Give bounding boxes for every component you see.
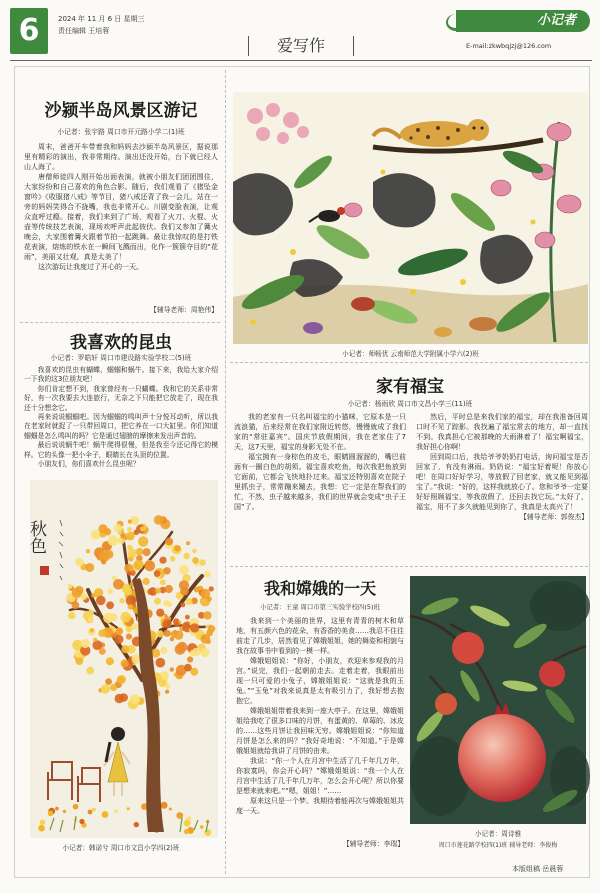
foliage-dot xyxy=(120,533,126,539)
illustration-caption: 周口市莲花路学校四(1)班 辅导老师：李俊梅 xyxy=(438,842,558,849)
page-credit: 本版组稿 岳晨蓉 xyxy=(512,865,564,873)
article-body xyxy=(234,412,588,554)
foliage-dot xyxy=(185,615,190,620)
foliage-dot xyxy=(204,571,211,578)
foliage-dot xyxy=(131,516,139,524)
jungle-illustration xyxy=(233,92,588,344)
foliage-dot xyxy=(93,638,97,642)
fallen-leaf-dot xyxy=(38,825,45,832)
foliage-dot xyxy=(98,629,106,637)
foliage-dot xyxy=(121,659,129,667)
foliage-dot xyxy=(165,538,173,546)
foliage-dot xyxy=(128,549,137,558)
paragraph: 原来这只是一个梦。我期待着能再次与嫦娥姐姐共度一天。 xyxy=(236,797,404,815)
fallen-leaf-dot xyxy=(184,820,191,827)
paragraph: 我的老家有一只名叫福宝的小猫咪，它原本是一只流浪猫，后来经常在我们家附近转悠，慢慢就成了我们家的“常驻嘉宾”。国庆节放假期间，我在老家住了7天，这7天里，福宝的身影无处不在。 xyxy=(234,413,406,451)
foliage-dot xyxy=(163,619,172,628)
article-divider xyxy=(230,362,588,363)
editor-credit: 责任编辑 王培蓉 xyxy=(58,27,110,35)
fallen-leaf-dot xyxy=(55,807,59,811)
fallen-leaf-dot xyxy=(48,811,54,817)
fallen-leaf-dot xyxy=(73,804,79,810)
article-divider xyxy=(230,566,588,567)
header-rule xyxy=(10,60,592,61)
illustration-caption: 小记者：师畅优 云南师范大学附属小学六(2)班 xyxy=(342,350,479,358)
foliage-dot xyxy=(192,549,196,553)
foliage-dot xyxy=(92,640,102,650)
fallen-leaf-dot xyxy=(114,809,118,813)
foliage-dot xyxy=(86,549,90,553)
foliage-dot xyxy=(163,567,170,574)
fallen-leaf-dot xyxy=(92,808,96,812)
foliage-dot xyxy=(90,628,95,633)
foliage-dot xyxy=(121,645,129,653)
section-title: 爱写作 xyxy=(248,36,354,56)
paragraph: 周末，爸爸开车带着我和妈妈去沙颍半岛风景区，据说那里有精彩的演出，我非常期待。演出还没开始，台下就已经人山人海了。 xyxy=(24,143,218,171)
foliage-dot xyxy=(110,684,117,691)
foliage-dot xyxy=(192,557,199,564)
foliage-dot xyxy=(138,536,148,546)
foliage-dot xyxy=(165,585,173,593)
foliage-dot xyxy=(124,587,133,596)
foliage-dot xyxy=(164,630,171,637)
advisor-credit: 【辅导老师：郭俊杰】 xyxy=(520,513,588,521)
foliage-dot xyxy=(170,667,174,671)
foliage-dot xyxy=(136,548,144,556)
foliage-dot xyxy=(167,602,173,608)
fallen-leaf-dot xyxy=(161,802,168,809)
foliage-dot xyxy=(106,601,114,609)
illustration-caption: 小记者：韩诺兮 周口市文昌小学四(2)班 xyxy=(62,844,180,852)
foliage-dot xyxy=(209,586,214,591)
foliage-dot xyxy=(143,578,150,585)
fallen-leaf-dot xyxy=(102,811,109,818)
foliage-dot xyxy=(184,664,192,672)
foliage-dot xyxy=(105,550,114,559)
foliage-dot xyxy=(187,656,193,662)
autumn-painting-art xyxy=(26,480,218,838)
fallen-leaf-dot xyxy=(88,810,93,815)
column-divider xyxy=(225,70,226,874)
foliage-dot xyxy=(128,604,134,610)
foliage-dot xyxy=(85,563,94,572)
article-byline: 小记者：罗皓轩 周口市建设路实验学校二(5)班 xyxy=(50,354,192,362)
foliage-dot xyxy=(98,524,107,533)
foliage-dot xyxy=(154,515,164,525)
foliage-dot xyxy=(120,612,131,623)
article-body xyxy=(236,616,404,834)
article-body xyxy=(24,142,218,302)
foliage-dot xyxy=(101,684,110,693)
fallen-leaf-dot xyxy=(63,810,66,813)
pomegranate-painting-art xyxy=(410,576,586,824)
pomegranate-painting xyxy=(410,576,586,824)
fallen-leaf-dot xyxy=(134,822,139,827)
illustration-caption: 小记者：周诗雅 xyxy=(474,830,522,838)
foliage-dot xyxy=(127,571,132,576)
foliage-dot xyxy=(68,612,75,619)
foliage-dot xyxy=(190,623,199,632)
foliage-dot xyxy=(180,602,185,607)
article-title: 我喜欢的昆虫 xyxy=(70,333,172,353)
foliage-dot xyxy=(206,639,211,644)
foliage-dot xyxy=(160,579,166,585)
foliage-dot xyxy=(174,545,180,551)
foliage-dot xyxy=(186,541,190,545)
advisor-credit: 【辅导老师：周艳伟】 xyxy=(150,306,218,314)
contact-email: E-mail:zkwbqjzj@126.com xyxy=(466,42,552,50)
article-title: 家有福宝 xyxy=(376,377,444,397)
foliage-dot xyxy=(127,527,132,532)
paragraph: 福宝拥有一身棕色的皮毛，眼睛圆溜溜的，嘴巴前面有一圈白色的胡须。福宝喜欢吃鱼，每次我把鱼放到它面前，它都会飞快地扑过来。福宝还特别喜欢在院子里抓虫子，常常蹦来蹦去，我想：它一定是在帮我们的忙，不然，虫子越来越多，我们的世界就会变成“虫子王国”了。 xyxy=(234,453,406,511)
foliage-dot xyxy=(179,580,189,590)
page-number: 6 xyxy=(10,8,48,54)
foliage-dot xyxy=(160,647,167,654)
foliage-dot xyxy=(117,675,126,684)
foliage-dot xyxy=(81,593,88,600)
fallen-leaf-dot xyxy=(79,819,84,824)
fallen-leaf-dot xyxy=(205,829,212,836)
paragraph: 唐僧师徒四人刚开始出面表演，就被小朋友们团团围住，大家纷纷和自己喜欢的角色合影。随后，我们观看了《猪坠金窗吟》《收服猪八戒》等节目，猪八戒还背了我一会儿，站在一旁的妈妈笑得合不拢嘴，我也非常开心。川剧变脸表演，让观众直呼过瘾。接着，我们来到了广场，观看了火刀、火棍、火壶等传统技艺表演，现场欢呼声此起彼伏。我们又参加了篝火晚会，大家围着篝火跟着节拍一起跳舞。最让我惊叹的是打铁花表演，熔炼的铁水在一瞬间飞溅而出，化作一簇簇夺目的“花雨”，美丽又壮观，真是太美了！ xyxy=(24,173,218,261)
foliage-dot xyxy=(144,560,155,571)
article-title: 我和嫦娥的一天 xyxy=(263,579,376,598)
foliage-dot xyxy=(199,559,206,566)
foliage-dot xyxy=(186,598,193,605)
foliage-dot xyxy=(106,657,114,665)
foliage-dot xyxy=(88,617,93,622)
foliage-dot xyxy=(156,609,164,617)
foliage-dot xyxy=(170,631,177,638)
foliage-dot xyxy=(179,565,189,575)
foliage-dot xyxy=(72,602,80,610)
column-logo: 小记者 xyxy=(456,10,590,32)
fallen-leaf-dot xyxy=(176,812,183,819)
foliage-dot xyxy=(75,657,83,665)
foliage-dot xyxy=(131,623,138,630)
fallen-leaf-dot xyxy=(184,829,189,834)
foliage-dot xyxy=(154,598,161,605)
foliage-dot xyxy=(75,586,84,595)
foliage-dot xyxy=(113,579,124,590)
foliage-dot xyxy=(170,556,175,561)
jungle-illustration-art xyxy=(233,92,588,344)
foliage-dot xyxy=(96,596,106,606)
advisor-credit: 【辅导老师：李瑞】 xyxy=(342,840,404,848)
foliage-dot xyxy=(75,558,83,566)
autumn-painting xyxy=(26,480,218,838)
foliage-dot xyxy=(134,560,144,570)
paragraph: 这次游玩让我度过了开心的一天。 xyxy=(38,263,143,271)
article-divider xyxy=(20,322,220,323)
foliage-dot xyxy=(194,587,200,593)
foliage-dot xyxy=(165,690,169,694)
paragraph: 我来到一个美丽的世界，这里有青青的树木和草地，有五颜六色的花朵，有香香的美食……我忍不住往前走了几步，居然看见了嫦娥姐姐，她的舞姿和相貌与我在故事书中看到的一模一样。 xyxy=(236,617,404,655)
paragraph: 嫦娥姐姐说：“你好，小朋友，欢迎来参观我的月宫。”说完，我们一起朝前走去。走着走着，我眼前出现一只可爱的小兔子，嫦娥姐姐说：“这就是我的玉兔。”“玉兔”对我来说真是太有吸引力了，我好想去抱抱它。 xyxy=(236,657,404,705)
foliage-dot xyxy=(155,588,161,594)
article-byline: 小记者：王童 周口市第三实验学校四(5)班 xyxy=(260,603,380,611)
paragraph: 然后，平时总是来我们家的福宝，却在我准备回周口时不见了踪影。我找遍了福宝常去的地方，却一直找不到。我真担心它被那晚的大雨淋着了！福宝啊福宝，我好担心你啊！ xyxy=(416,413,588,451)
paragraph: 最后说说蜗牛吧！蜗牛爬得很慢，但是我至今还记得它的模样。它的头像一把小伞子，眼睛长在头顶的位置。 xyxy=(24,441,218,459)
article-byline: 小记者：张宇路 周口市开元路小学二(1)班 xyxy=(57,128,185,136)
foliage-dot xyxy=(119,598,124,603)
foliage-dot xyxy=(86,667,94,675)
foliage-dot xyxy=(114,524,122,532)
foliage-dot xyxy=(174,621,180,627)
foliage-dot xyxy=(114,635,123,644)
foliage-dot xyxy=(101,559,106,564)
foliage-dot xyxy=(126,634,132,640)
fallen-leaf-dot xyxy=(169,808,172,811)
article-byline: 小记者：杨雨欣 周口市文昌小学三(11)班 xyxy=(347,400,473,408)
foliage-dot xyxy=(154,570,161,577)
foliage-dot xyxy=(116,628,123,635)
paragraph: 我说：“你一个人在月宫中生活了几千年几万年，你寂寞吗，你会开心吗？”嫦娥姐姐说：“我一个人在月宫中生活了几千年几万年，怎么会开心呢？所以你要是想来就来吧。”“嗯，姐姐！”…… xyxy=(236,757,404,795)
issue-date: 2024 年 11 月 6 日 星期三 xyxy=(58,15,145,23)
foliage-dot xyxy=(115,694,124,703)
foliage-dot xyxy=(203,611,211,619)
foliage-dot xyxy=(140,526,145,531)
foliage-dot xyxy=(193,598,198,603)
paragraph: 你们肯定想不到，我家曾经有一只蝴蝶。我和它的关系非常好，有一次我要去大连旅行，无奈之下只能把它放走了，现在我还十分想念它。 xyxy=(24,384,218,412)
foliage-dot xyxy=(183,553,189,559)
foliage-dot xyxy=(208,625,215,632)
foliage-dot xyxy=(68,584,73,589)
fallen-leaf-dot xyxy=(127,807,130,810)
foliage-dot xyxy=(126,532,135,541)
foliage-dot xyxy=(200,589,210,599)
paragraph: 小朋友们，你们喜欢什么昆虫呢？ xyxy=(37,460,140,469)
foliage-dot xyxy=(159,557,166,564)
paragraph: 再来说说蝈蝈吧。因为蝈蝈的鸣叫声十分悦耳动听，所以我在老家时就捉了一只带回周口，把它养在一口大缸里。你们知道蝈蝈是怎么鸣叫的吗？它是通过翅膀的摩擦来发出声音的。 xyxy=(24,413,218,440)
paragraph: 回到周口后，我给爷爷奶奶打电话，询问福宝是否回家了，有没有淋雨。奶奶说：“福宝好着呢！你放心吧！在周口好好学习，等放假了回老家，就又能见到福宝了。”我说：“好的，这样我就放心了。您和爷爷一定要好好照顾福宝，等我放假了，还回去找它玩。”太好了，福宝，用不了多久就能见到你了，我真是太高兴了！ xyxy=(416,453,588,511)
foliage-dot xyxy=(105,678,112,685)
foliage-dot xyxy=(81,639,90,648)
foliage-dot xyxy=(128,519,132,523)
foliage-dot xyxy=(108,535,119,546)
article-body xyxy=(24,366,218,474)
painting-lettering: 秋色 xyxy=(26,520,46,554)
paragraph: 嫦娥姐姐带着我来到一座大亭子。在这里，嫦娥姐姐给我吃了很多口味的月饼，有蛋黄的、草莓的、冰皮的……这些月饼让我回味无穷。嫦娥姐姐说：“你知道月饼是怎么来的吗？”我好奇地说：“不知道。”于是嫦娥姐姐就给我讲了月饼的由来。 xyxy=(236,707,404,755)
paragraph: 我喜欢的昆虫有蝴蝶、蝈蝈和蜗牛。接下来，我给大家介绍一下我的这3位朋友吧！ xyxy=(24,366,218,384)
fallen-leaf-dot xyxy=(200,825,204,829)
foliage-dot xyxy=(189,650,195,656)
foliage-dot xyxy=(157,630,164,637)
foliage-dot xyxy=(130,694,140,704)
foliage-dot xyxy=(200,648,209,657)
foliage-dot xyxy=(177,642,187,652)
red-seal xyxy=(40,566,49,575)
foliage-dot xyxy=(143,548,151,556)
foliage-dot xyxy=(155,658,165,668)
foliage-dot xyxy=(109,613,117,621)
article-title: 沙颍半岛风景区游记 xyxy=(44,101,198,121)
fallen-leaf-dot xyxy=(40,820,46,826)
foliage-dot xyxy=(108,589,113,594)
